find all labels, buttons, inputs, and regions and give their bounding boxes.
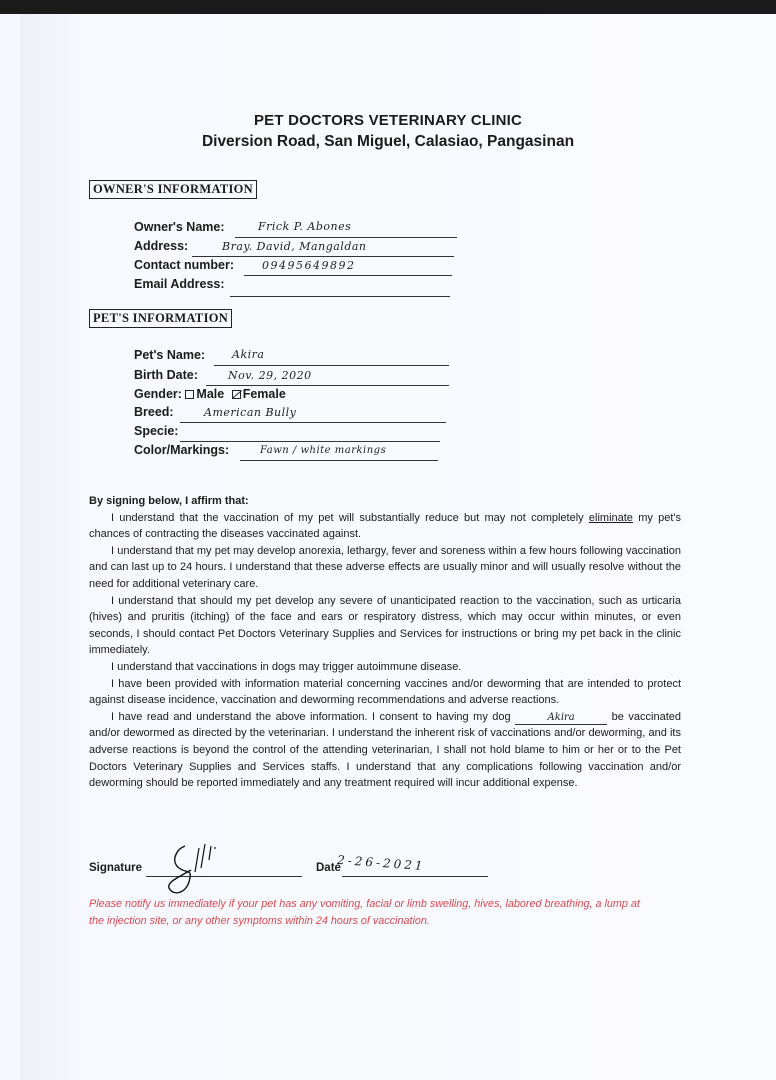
owner-name-label: Owner's Name:	[134, 220, 225, 234]
contact-line	[244, 275, 452, 276]
birth-date-value: Nov. 29, 2020	[228, 369, 312, 382]
male-option-label: Male	[196, 387, 225, 401]
scan-top-edge	[0, 0, 776, 14]
email-field[interactable]	[134, 277, 459, 295]
date-value: 2-26-2021	[336, 852, 426, 874]
affirmation-paragraph-3: I understand that should my pet develop any severe of unanticipated reaction to the vaccination, such as urticaria (hives) and pruritis (itching) of the face and ears or respiratory distress, which may occur within minutes, or even seconds, I should contact Pet Doctors Veterinary Supplies and Services for instructions or bring my pet back in the clinic immediately.	[89, 594, 681, 657]
address-line	[192, 256, 454, 257]
consent-text-start: I have read and understand the above information. I consent to having my dog	[111, 710, 511, 723]
clinic-address: Diversion Road, San Miguel, Calasiao, Pangasinan	[201, 133, 575, 150]
gender-field	[134, 387, 334, 405]
eliminate-underlined: eliminate	[588, 511, 633, 524]
pet-name-label: Pet's Name:	[134, 348, 206, 362]
vaccination-notice: Please notify us immediately if your pet has any vomiting, facial or limb swelling, hives, labored breathing, a lump at the injection site, or any other symptoms within 24 hours of vaccination.	[89, 898, 640, 927]
birth-date-line	[206, 385, 449, 386]
breed-value: American Bully	[204, 406, 297, 419]
address-value: Bray. David, Mangaldan	[222, 240, 367, 253]
affirmation-paragraph-1	[89, 510, 681, 543]
contact-field[interactable]	[134, 258, 459, 276]
breed-line	[180, 422, 446, 423]
signature-label: Signature	[89, 862, 143, 874]
affirmation-paragraph-2: I understand that my pet may develop anorexia, lethargy, fever and soreness within a few hours following vaccination and can last up to 24 hours. I understand that these adverse effects are usually minor and will usually resolve without the need for additional veterinary care.	[89, 544, 681, 590]
male-checkbox[interactable]	[185, 390, 194, 399]
dog-name-blank[interactable]: Akira	[515, 712, 607, 725]
address-field[interactable]	[134, 239, 459, 257]
gender-label: Gender:	[134, 387, 182, 401]
affirmation-paragraph-6	[89, 709, 681, 792]
breed-label: Breed:	[134, 405, 174, 419]
date-line[interactable]	[342, 876, 488, 877]
owner-name-value: Frick P. Abones	[258, 220, 352, 233]
consent-text-end: be vaccinated and/or dewormed as directed by the veterinarian. I understand the inherent risk of vaccinations and/or deworming, and its adverse reactions is beyond the control of the attending veterinarian, I shall not hold blame to him or her or to the Pet Doctors Veterinary Supplies and Services staffs. I understand that any complications following vaccination and/or deworming should be reported immediately and any treatment required will incur additional expense.	[89, 710, 681, 790]
owner-name-field[interactable]	[134, 220, 459, 238]
female-checkbox[interactable]	[232, 390, 241, 399]
affirmation-paragraph-5: I have been provided with information material concerning vaccines and/or deworming that are intended to protect against disease incidence, vaccination and deworming recommendations and adverse reactions.	[89, 677, 681, 707]
owner-section-title: OWNER'S INFORMATION	[89, 180, 257, 199]
color-markings-line	[240, 460, 438, 461]
contact-label: Contact number:	[134, 258, 234, 272]
affirmation-paragraph-4: I understand that vaccinations in dogs may trigger autoimmune disease.	[111, 660, 462, 673]
color-markings-value: Fawn / white markings	[260, 445, 387, 456]
birth-date-field[interactable]	[134, 368, 454, 386]
affirmation-heading: By signing below, I affirm that:	[89, 495, 249, 507]
handwritten-signature	[165, 838, 245, 896]
email-line	[230, 296, 450, 297]
address-label: Address:	[134, 239, 189, 253]
owner-name-line	[235, 237, 457, 238]
specie-label: Specie:	[134, 424, 179, 438]
affirmation-p1-end: my pet's chances of contracting the diseases vaccinated against.	[89, 511, 681, 541]
color-markings-field[interactable]	[134, 443, 454, 461]
pet-name-line	[214, 365, 449, 366]
female-option-label: Female	[242, 387, 286, 401]
gender-group	[134, 387, 286, 401]
date-label: Date	[316, 862, 341, 874]
specie-field[interactable]	[134, 424, 454, 442]
pet-section-title: PET'S INFORMATION	[89, 309, 232, 328]
breed-field[interactable]	[134, 405, 454, 423]
birth-date-label: Birth Date:	[134, 368, 198, 382]
email-label: Email Address:	[134, 277, 225, 291]
color-markings-label: Color/Markings:	[134, 443, 230, 457]
pet-name-field[interactable]	[134, 348, 454, 366]
pet-name-value: Akira	[232, 348, 265, 361]
contact-value: 09495649892	[262, 259, 356, 272]
specie-line	[180, 441, 440, 442]
affirmation-block	[89, 493, 681, 792]
affirmation-p1-text: I understand that the vaccination of my pet will substantially reduce but may not completely	[111, 511, 584, 524]
clinic-name: PET DOCTORS VETERINARY CLINIC	[253, 112, 523, 129]
